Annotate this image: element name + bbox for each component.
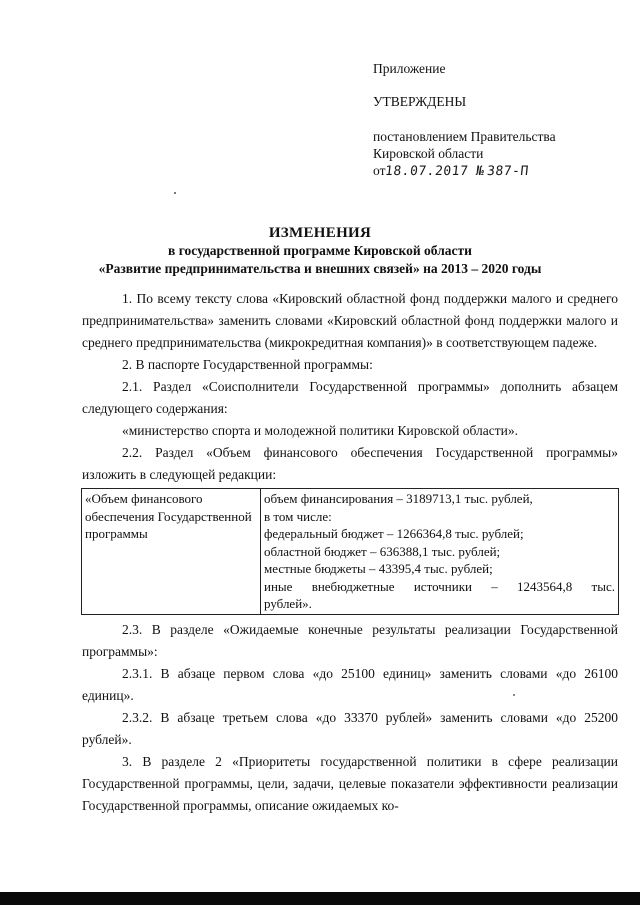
- paragraph-quote: «министерство спорта и молодежной политики Кировской области».: [122, 423, 518, 438]
- table-value-line: иные внебюджетные источники – 1243564,8 тыс.: [264, 578, 615, 594]
- paragraph-2-3-2: 2.3.2. В абзаце третьем слова «до 33370 рублей» заменить словами «до 25200 рублей».: [82, 709, 618, 747]
- document-title: [0, 224, 640, 278]
- handwritten-date: 18.07.2017: [384, 164, 470, 179]
- paragraph-1: 1. По всему тексту слова «Кировский областной фонд поддержки малого и среднего предпринимательства» заменить словами «Кировский областной фонд поддержки малого и среднего предпринимательства (микрокредитная компания)» в соответствующем падеже.: [82, 291, 618, 350]
- paragraph-2-3-1: 2.3.1. В абзаце первом слова «до 25100 единиц» заменить словами «до 26100 единиц».: [82, 665, 618, 703]
- decree-line-1: постановлением Правительства: [373, 129, 556, 144]
- paragraph-2-3: 2.3. В разделе «Ожидаемые конечные результаты реализации Государственной программы»:: [82, 621, 618, 659]
- scan-speck: [174, 192, 176, 194]
- date-prefix: от: [373, 163, 386, 178]
- title-line-3: «Развитие предпринимательства и внешних связей» на 2013 – 2020 годы: [98, 261, 542, 276]
- paragraph-2-2: 2.2. Раздел «Объем финансового обеспечения Государственной программы» изложить в следующей редакции:: [82, 445, 618, 482]
- title-line-2: в государственной программе Кировской области: [168, 243, 472, 258]
- decree-date-number: [373, 162, 623, 180]
- paragraph-2-1: 2.1. Раздел «Соисполнители Государственной программы» дополнить абзацем следующего содержания:: [82, 379, 618, 416]
- paragraph-2: 2. В паспорте Государственной программы:: [122, 357, 373, 372]
- number-sign: №: [474, 164, 485, 179]
- paragraph-3: 3. В разделе 2 «Приоритеты государственной политики в сфере реализации Государственной программы, цели, задачи, целевые показатели эффективности реализации Государственной программы, описание ожидаемых ко-: [82, 753, 618, 813]
- table-value-line: федеральный бюджет – 1266364,8 тыс. рублей;: [264, 526, 524, 541]
- title-main: ИЗМЕНЕНИЯ: [268, 225, 372, 241]
- approval-block: [373, 60, 623, 180]
- table-value-line: в том числе:: [264, 508, 332, 524]
- appendix-label: Приложение: [373, 61, 446, 76]
- financing-table: [81, 488, 619, 615]
- table-value-line: местные бюджеты – 43395,4 тыс. рублей;: [264, 561, 493, 576]
- document-body: [82, 288, 618, 817]
- table-cell-values: [261, 489, 619, 615]
- approved-label: УТВЕРЖДЕНЫ: [373, 94, 467, 109]
- table-value-line: рублей».: [264, 596, 312, 611]
- table-value-line: объем финансирования – 3189713,1 тыс. рублей,: [264, 491, 533, 506]
- handwritten-number: 387-П: [486, 164, 530, 179]
- table-cell-label: «Объем финансового обеспечения Государственной программы: [82, 489, 261, 615]
- table-row: [82, 489, 619, 615]
- decree-line-2: Кировской области: [373, 146, 484, 161]
- table-value-line: областной бюджет – 636388,1 тыс. рублей;: [264, 543, 501, 559]
- scan-speck: [513, 694, 515, 696]
- scan-edge-bar: [0, 892, 640, 905]
